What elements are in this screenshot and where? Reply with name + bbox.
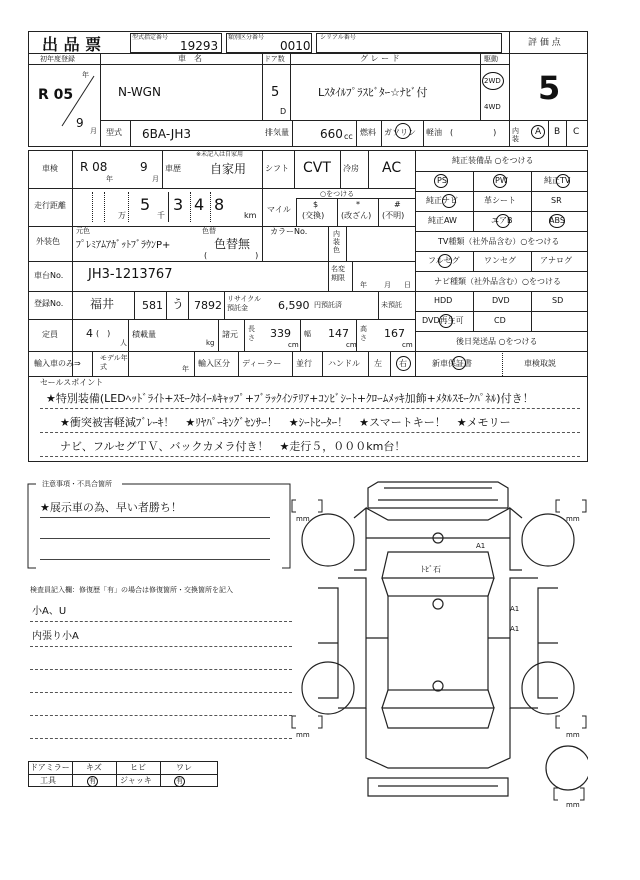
mileage-mile: マイル xyxy=(267,205,291,214)
unknown-symbol: # xyxy=(394,200,401,209)
handle-label: ハンドル xyxy=(328,359,360,368)
score-value: 5 xyxy=(538,69,561,107)
mm-front-left: mm xyxy=(296,515,310,523)
unknown-label: (不明) xyxy=(382,211,405,220)
mm-rear-right: mm xyxy=(566,731,580,739)
sales-label: セールスポイント xyxy=(40,378,104,387)
legend-crack: ヒビ xyxy=(130,763,146,772)
color-original-label: 元色 xyxy=(76,227,90,235)
interior-label: 内装 xyxy=(512,127,519,143)
color-label: 外装色 xyxy=(36,237,60,246)
later-manual: 車検取説 xyxy=(524,359,556,368)
capacity-label: 定員 xyxy=(42,330,58,339)
length-cm: cm xyxy=(288,341,299,349)
inspector-line-2: 内張り小A xyxy=(32,631,79,642)
car-damage-diagram xyxy=(288,478,588,808)
legend-jack: ジャッキ xyxy=(120,776,152,785)
handle-left: 左 xyxy=(374,359,382,368)
equip-aw: 純正AW xyxy=(428,216,457,225)
width-label: 幅 xyxy=(304,330,311,338)
later-warranty-circle xyxy=(452,356,466,370)
color-no-label: カラーNo. xyxy=(270,227,308,236)
shift-value: CVT xyxy=(303,160,331,176)
tv-fullseg: フルセグ xyxy=(428,256,460,265)
history-value: 自家用 xyxy=(210,162,247,176)
swap-label: (交換) xyxy=(302,211,325,220)
fuel-label: 燃料 xyxy=(360,128,376,137)
inspection-year-unit: 年 xyxy=(106,175,113,183)
equip-navi-circle xyxy=(442,194,456,208)
transfer-year-unit: 年 xyxy=(360,281,367,289)
color-paren: ( ) xyxy=(204,251,259,260)
mm-front-right: mm xyxy=(566,515,580,523)
year-unit: 年 xyxy=(82,71,89,79)
history-note: ※未記入は自家用 xyxy=(196,151,244,158)
interior-b: B xyxy=(554,127,561,137)
load-label: 積載量 xyxy=(132,330,156,339)
height-label: 高さ xyxy=(360,325,367,342)
ac-label: 冷房 xyxy=(343,164,359,173)
legend-break: ワレ xyxy=(176,763,192,772)
nav-dvd-play-circle xyxy=(439,314,453,328)
history-label: 車歴 xyxy=(165,164,181,173)
grade-label: グ レ ー ド xyxy=(360,54,400,63)
fuel-light-oil: 軽油 xyxy=(426,128,442,137)
serial-number-label: シリアル番号 xyxy=(320,34,356,41)
doors-label: ドア数 xyxy=(264,55,285,63)
capacity-paren: ( ) xyxy=(96,329,111,338)
drive-2wd: 2WD xyxy=(484,77,501,85)
equip-navi: 純正ナビ xyxy=(426,196,458,205)
equip-airbag: エアB xyxy=(491,216,513,225)
height-cm: cm xyxy=(402,341,413,349)
recycle-unpaid: 未預託 xyxy=(381,301,402,309)
equipment-title: 純正装備品 ○をつける xyxy=(452,156,534,165)
color-original: ﾌﾟﾚﾐｱﾑｱｶﾞｯﾄﾌﾞﾗｳﾝP+ xyxy=(76,240,171,251)
inspection-month: 9 xyxy=(140,160,148,174)
first-reg-era: R 05 xyxy=(38,87,74,103)
first-reg-month: 9 xyxy=(76,116,84,130)
legend-jack-yes: 有 xyxy=(176,777,183,785)
equip-pw: PW xyxy=(495,176,508,185)
legend-tools-yes: 有 xyxy=(89,777,96,785)
mark-a1-side-1: A1 xyxy=(510,605,520,613)
form-title: 出 品 票 xyxy=(42,35,102,54)
sales-line-2: ★衝突被害軽減ﾌﾞﾚｰｷ！ ★ﾘﾔﾊﾟｰｷﾝｸﾞｾﾝｻｰ！ ★ｼｰﾄﾋｰﾀｰ！ ★スマートキー！ ★メモリー xyxy=(60,416,511,429)
load-kg: kg xyxy=(206,339,215,347)
transfer-day-unit: 日 xyxy=(404,281,411,289)
mileage-digit-4: 8 xyxy=(214,195,225,214)
nav-hdd: HDD xyxy=(434,296,453,305)
first-reg-slash xyxy=(32,66,98,144)
equip-ps-circle xyxy=(434,174,448,188)
first-reg-label: 初年度登録 xyxy=(40,55,75,63)
mileage-digit-1: 5 xyxy=(140,195,151,214)
import-type-label: 輸入区分 xyxy=(198,359,230,368)
color-code: 色替無 xyxy=(214,237,251,251)
nav-dvd-play: DVD再生可 xyxy=(422,316,464,325)
width-value: 147 xyxy=(328,327,349,340)
mileage-digit-2: 3 xyxy=(173,195,184,214)
certified-number-value: 19293 xyxy=(180,39,219,53)
interior-color-label: 内装色 xyxy=(333,230,340,254)
score-label: 評 価 点 xyxy=(528,38,561,48)
inspection-era: R 08 xyxy=(80,160,108,174)
mileage-km: km xyxy=(244,211,257,220)
import-parallel: 並行 xyxy=(296,359,312,368)
drive-4wd: 4WD xyxy=(484,103,501,111)
reg-class: 581 xyxy=(142,299,163,312)
mark-windshield: ﾄﾋﾞ石 xyxy=(421,565,441,574)
reg-label: 登録No. xyxy=(34,299,64,308)
reg-number: 7892 xyxy=(194,299,222,312)
capacity-value: 4 xyxy=(86,327,93,340)
capacity-unit: 人 xyxy=(120,339,127,347)
mileage-man: 万 xyxy=(118,211,126,220)
tv-analog: アナログ xyxy=(540,256,572,265)
mileage-circle-note: ○をつける xyxy=(320,190,355,198)
equip-ps: PS xyxy=(437,176,447,185)
category-number-label: 類別区分番号 xyxy=(228,34,265,41)
mileage-label: 走行距離 xyxy=(34,201,66,210)
mark-a1-top: A1 xyxy=(476,542,486,550)
nav-title: ナビ種類（社外品含む）○をつける xyxy=(434,277,561,286)
equip-abs: ABS xyxy=(549,216,565,225)
nav-cd: CD xyxy=(494,316,506,325)
inspector-line-1: 小A、U xyxy=(32,606,67,617)
equip-airbag-circle xyxy=(496,214,510,228)
interior-c: C xyxy=(573,127,580,137)
sales-line-1: ★特別装備(LEDﾍｯﾄﾞﾗｲﾄ+ｽﾓｰｸﾎｲｰﾙｷｬｯﾌﾟ+ﾌﾞﾗｯｸｲﾝﾃﾘｱ+ｺﾝﾋﾞｼｰﾄ+ｸﾛｰﾑﾒｯｷ加飾+ﾒﾀﾙｽﾓｰｸﾊﾟﾈﾙ)付き！ xyxy=(46,392,534,405)
color-code-label: 色替 xyxy=(202,227,216,235)
legend-door-mirror: ドアミラー xyxy=(30,763,70,772)
nav-dvd: DVD xyxy=(492,296,510,305)
inspection-month-unit: 月 xyxy=(152,175,159,183)
height-value: 167 xyxy=(384,327,405,340)
chassis-value: JH3-1213767 xyxy=(88,267,173,282)
mark-a1-side-2: A1 xyxy=(510,625,520,633)
transfer-month-unit: 月 xyxy=(384,281,391,289)
tv-fullseg-circle xyxy=(438,254,452,268)
grade-value: Lｽﾀｲﾙﾌﾟﾗｽﾋﾞﾀｰ☆ﾅﾋﾞ付 xyxy=(318,86,428,99)
tv-oneseg: ワンセグ xyxy=(484,256,516,265)
month-unit: 月 xyxy=(90,127,97,135)
equip-tv: 純正TV xyxy=(544,176,571,185)
reg-kana: う xyxy=(172,297,185,311)
notes-line-1: ★展示車の為、早い者勝ち！ xyxy=(40,501,182,514)
transfer-deadline-label: 名変期限 xyxy=(331,265,345,282)
displacement-label: 排気量 xyxy=(265,128,289,137)
equip-tv-circle xyxy=(556,174,570,188)
nav-sd: SD xyxy=(552,296,564,305)
mm-rear-left: mm xyxy=(296,731,310,739)
cc-unit: cc xyxy=(344,132,353,141)
model-value: 6BA-JH3 xyxy=(142,127,192,141)
reg-place: 福井 xyxy=(90,297,115,311)
tamper-label: (改ざん) xyxy=(341,211,372,220)
fuel-gasoline: ガソリン xyxy=(384,128,416,137)
mileage-sen: 千 xyxy=(157,211,165,220)
door-type: D xyxy=(280,107,287,116)
interior-a: A xyxy=(535,127,542,137)
legend-scratch: キズ xyxy=(86,763,102,772)
equip-abs-circle xyxy=(549,214,565,228)
mm-spare: mm xyxy=(566,801,580,809)
inspection-label: 車検 xyxy=(42,164,58,173)
equip-leather: 革シート xyxy=(484,196,516,205)
fuel-paren: ( ) xyxy=(450,128,497,137)
shift-label: シフト xyxy=(265,164,289,173)
import-dealer: ディーラー xyxy=(242,359,282,368)
length-label: 長さ xyxy=(248,325,255,342)
drive-label: 駆動 xyxy=(484,55,498,63)
model-label: 型式 xyxy=(106,128,122,137)
model-year-unit: 年 xyxy=(182,365,189,373)
recycle-unit: 円預託済 xyxy=(314,301,342,309)
equip-pw-circle xyxy=(493,174,507,188)
dims-label: 諸元 xyxy=(222,330,238,339)
later-title: 後日発送品 ○をつける xyxy=(456,337,538,346)
ac-value: AC xyxy=(382,160,402,176)
tv-title: TV種類（社外品含む）○をつける xyxy=(438,237,560,246)
car-name-label: 車 名 xyxy=(178,54,202,63)
model-year-label: モデル年式 xyxy=(100,354,128,371)
swap-symbol: $ xyxy=(313,200,319,209)
import-label: 輸入車のみ⇒ xyxy=(34,359,81,368)
handle-right: 右 xyxy=(399,359,407,368)
width-cm: cm xyxy=(346,341,357,349)
tamper-symbol: * xyxy=(356,200,360,209)
sales-line-3: ナビ、フルセグＴＶ、バックカメラ付き！ ★走行５，０００km台！ xyxy=(60,440,406,453)
later-warranty: 新車保証書 xyxy=(432,359,472,368)
legend-tools: 工具 xyxy=(40,776,56,785)
mileage-digit-3: 4 xyxy=(194,195,205,214)
recycle-label: リサイクル預託金 xyxy=(227,295,262,312)
fuel-gasoline-circle xyxy=(395,123,411,139)
recycle-value: 6,590 xyxy=(278,299,310,312)
category-number-value: 0010 xyxy=(280,39,311,53)
doors-value: 5 xyxy=(271,85,280,100)
car-name: N-WGN xyxy=(118,85,161,99)
certified-number-label: 型式指定番号 xyxy=(132,34,169,41)
notes-label: 注意事項・不具合箇所 xyxy=(42,480,112,488)
displacement-value: 660 xyxy=(320,127,343,141)
chassis-label: 車台No. xyxy=(34,271,64,280)
inspector-label: 検査員記入欄：修復歴「有」の場合は修復箇所・交換箇所を記入 xyxy=(30,586,233,594)
equip-sr: SR xyxy=(551,196,562,205)
length-value: 339 xyxy=(270,327,291,340)
